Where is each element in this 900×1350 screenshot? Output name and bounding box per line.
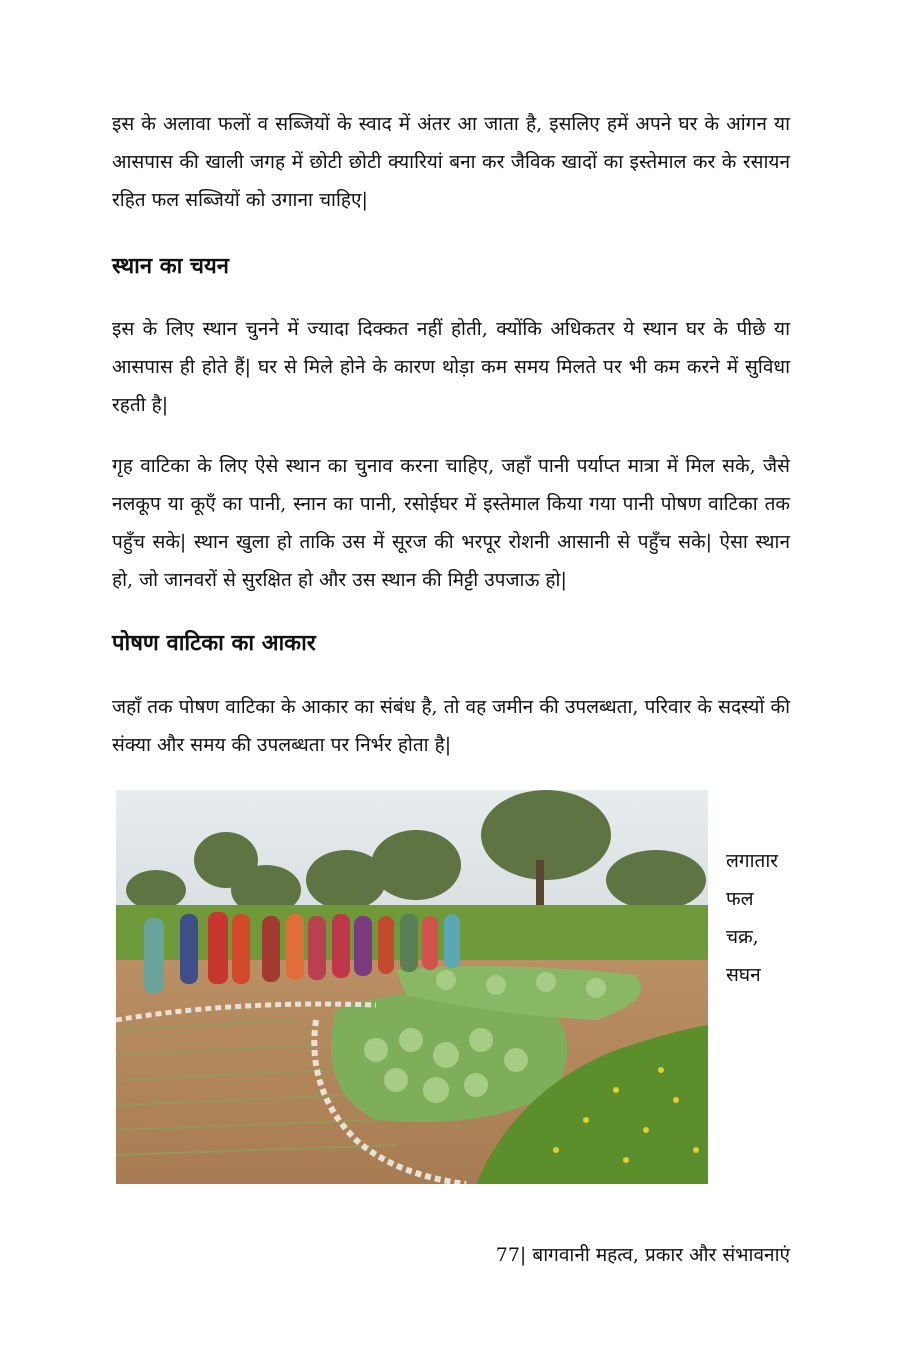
garden-photo — [116, 790, 708, 1184]
photo-side-caption — [726, 842, 806, 994]
caption-word: लगातार — [726, 850, 779, 872]
heading-site-selection: स्थान का चयन — [112, 254, 229, 279]
page-footer: 77| बागवानी महत्व, प्रकार और संभावनाएं — [495, 1244, 790, 1266]
paragraph-garden-size: जहाँ तक पोषण वाटिका के आकार का संबंध है, तो वह जमीन की उपलब्धता, परिवार के सदस्यों की संक्या और समय की उपलब्धता पर निर्भर होता है| — [112, 696, 790, 756]
paragraph-site-requirements: गृह वाटिका के लिए ऐसे स्थान का चुनाव करना चाहिए, जहाँ पानी पर्याप्त मात्रा में मिल सके, जैसे नलकूप या कूएँ का पानी, स्नान का पानी, रसोईघर में इस्तेमाल किया गया पानी पोषण वाटिका तक पहुँच सके| स्थान खुला हो ताकि उस में सूरज की भरपूर रोशनी आसानी से पहुँच सके| ऐसा स्थान हो, जो जानवरों से सुरक्षित हो और उस स्थान की मिट्टी उपजाऊ हो| — [112, 455, 790, 591]
paragraph-intro: इस के अलावा फलों व सब्जियों के स्वाद में अंतर आ जाता है, इसलिए हमें अपने घर के आंगन या आसपास की खाली जगह में छोटी छोटी क्यारियां बना कर जैविक खादों का इस्तेमाल कर के रसायन रहित फल सब्जियों को उगाना चाहिए| — [112, 113, 790, 211]
caption-word: चक्र, — [726, 926, 759, 948]
heading-garden-size: पोषण वाटिका का आकार — [112, 631, 316, 656]
caption-word: फल — [726, 888, 754, 910]
paragraph-site-selection: इस के लिए स्थान चुनने में ज्यादा दिक्कत नहीं होती, क्योंकि अधिकतर ये स्थान घर के पीछे या आसपास ही होते हैं| घर से मिले होने के कारण थोड़ा कम समय मिलते पर भी कम करने में सुविधा रहती है| — [112, 318, 790, 416]
caption-word: सघन — [726, 964, 761, 986]
